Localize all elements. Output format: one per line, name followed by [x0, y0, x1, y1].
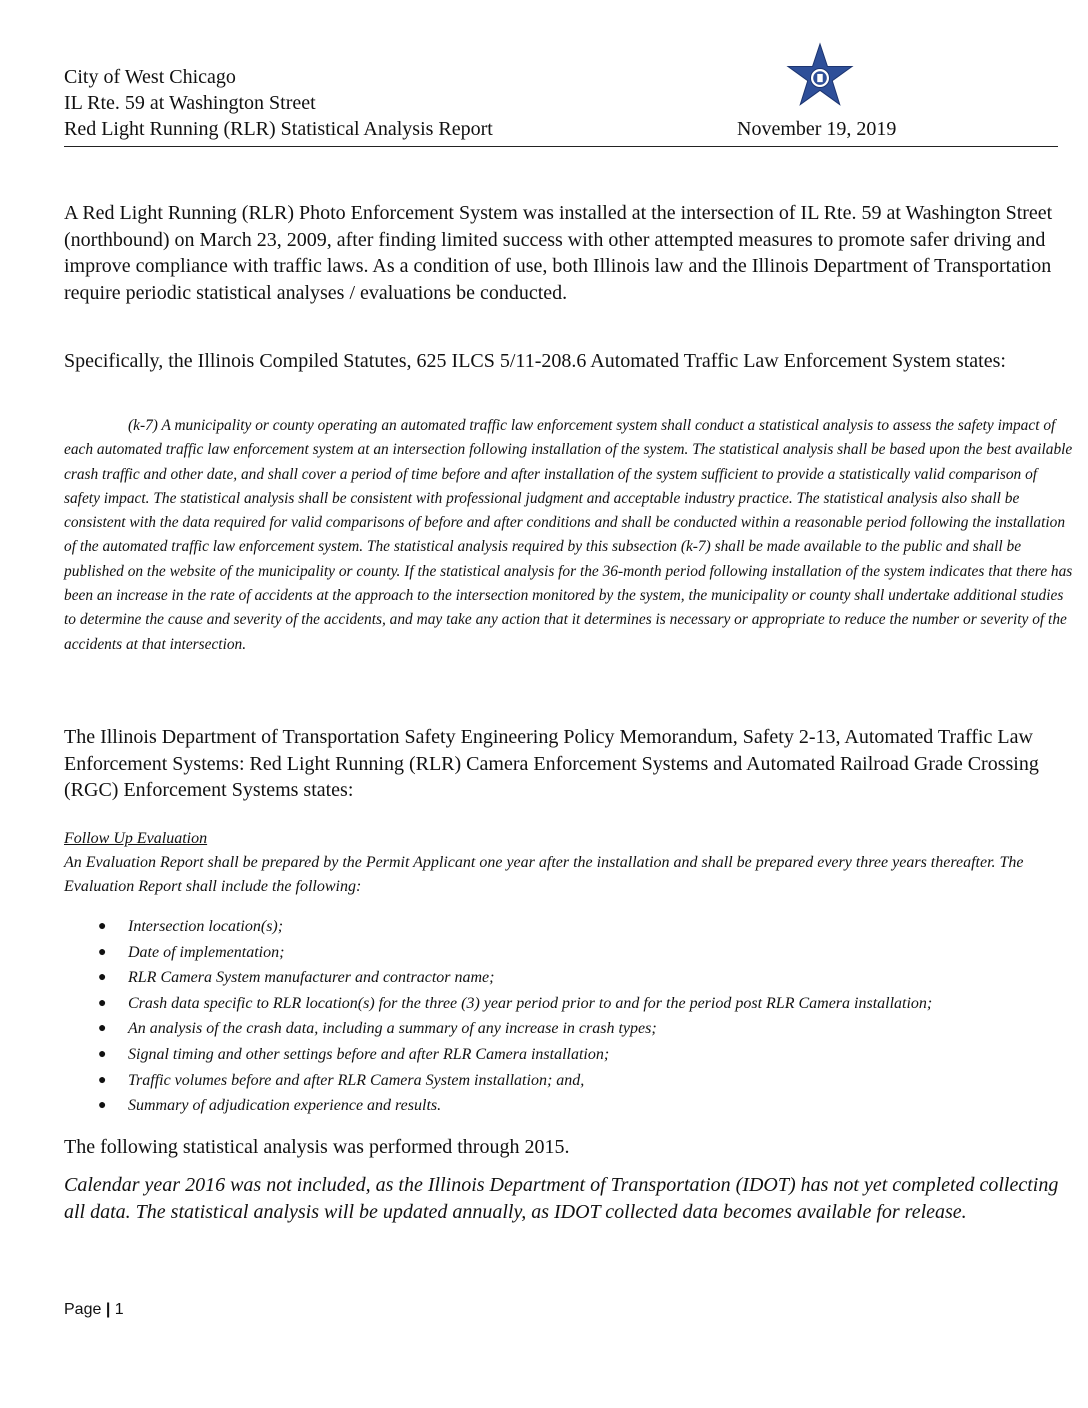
- bullet-icon: ●: [98, 919, 107, 934]
- list-item: ● Summary of adjudication experience and results.: [64, 1093, 1074, 1119]
- list-item: ● Signal timing and other settings before and after RLR Camera installation;: [64, 1042, 1074, 1068]
- page-number: 1: [114, 1301, 124, 1318]
- page-label: Page: [64, 1301, 102, 1318]
- list-item: ● RLR Camera System manufacturer and contractor name;: [64, 965, 1074, 991]
- bullet-icon: ●: [98, 1021, 107, 1037]
- intro-paragraph: A Red Light Running (RLR) Photo Enforcement System was installed at the intersection of IL Rte. 59 at Washington Street (northbound) on March 23, 2009, after finding limited success with other attempted measures to promote safer driving and improve compliance with traffic laws. As a condition of use, both Illinois law and the Illinois Department of Transportation require periodic statistical analyses / evaluations be conducted.: [64, 202, 1053, 304]
- header-date: November 19, 2019: [737, 118, 897, 140]
- bullet-icon: ●: [98, 995, 107, 1011]
- requirements-list: [64, 914, 1074, 1119]
- calendar-note: Calendar year 2016 was not included, as the Illinois Department of Transportation (IDOT) has not yet completed collecting all data. The statistical analysis will be updated annually, as IDOT collected data becomes available for release.: [64, 1174, 1059, 1223]
- list-item: ● Crash data specific to RLR location(s) for the three (3) year period prior to and for the period post RLR Camera installation;: [64, 991, 1074, 1017]
- statute-intro-paragraph: Specifically, the Illinois Compiled Statutes, 625 ILCS 5/11-208.6 Automated Traffic Law Enforcement System states:: [64, 350, 1006, 372]
- analysis-note: The following statistical analysis was performed through 2015.: [64, 1136, 570, 1158]
- bullet-icon: ●: [98, 944, 107, 960]
- header-divider: [64, 146, 1058, 147]
- list-item: ● Traffic volumes before and after RLR Camera System installation; and,: [64, 1068, 1074, 1094]
- followup-text: An Evaluation Report shall be prepared by the Permit Applicant one year after the installation and shall be prepared every three years thereafter. The Evaluation Report shall include the following:: [64, 854, 1024, 895]
- followup-heading: Follow Up Evaluation: [64, 830, 208, 847]
- idot-intro-paragraph: The Illinois Department of Transportation Safety Engineering Policy Memorandum, Safety 2-13, Automated Traffic Law Enforcement Systems: Red Light Running (RLR) Camera Enforcement Systems and Automated Railroad Grade Crossing (RGC) Enforcement Systems states:: [64, 726, 1039, 801]
- list-item: ● An analysis of the crash data, including a summary of any increase in crash types;: [64, 1016, 1074, 1042]
- header-city: City of West Chicago: [64, 66, 236, 88]
- bullet-icon: ●: [98, 970, 107, 986]
- report-header: [64, 64, 493, 142]
- bullet-icon: ●: [98, 1098, 107, 1114]
- bullet-icon: ●: [98, 1072, 107, 1088]
- header-location: IL Rte. 59 at Washington Street: [64, 92, 316, 114]
- statute-quote: [64, 414, 1074, 657]
- header-report-title: Red Light Running (RLR) Statistical Analysis Report: [64, 118, 493, 140]
- page-footer: [64, 1300, 124, 1320]
- bullet-icon: ●: [98, 1046, 107, 1062]
- list-item: ● Date of implementation;: [64, 940, 1074, 966]
- statute-quote-text: (k-7) A municipality or county operating an automated traffic law enforcement system shall conduct a statistical analysis to assess the safety impact of each automated traffic law enforcement system at an intersection following installation of the system. The statistical analysis shall be based upon the best available crash traffic and other date, and shall cover a period of time before and after installation of the system sufficient to provide a statistically valid comparison of safety impact. The statistical analysis shall be consistent with professional judgment and acceptable industry practice. The statistical analysis also shall be consistent with the data required for valid comparisons of before and after conditions and shall be conducted within a reasonable period following the installation of the automated traffic law enforcement system. The statistical analysis required by this subsection (k-7) shall be made available to the public and shall be published on the website of the municipality or county. If the statistical analysis for the 36-month period following installation of the system indicates that there has been an increase in the rate of accidents at the approach to the intersection monitored by the system, the municipality or county shall undertake additional studies to determine the cause and severity of the accidents, and may take any action that it determines is necessary or appropriate to reduce the number or severity of the accidents at that intersection.: [64, 417, 1073, 653]
- list-item: ● Intersection location(s);: [64, 914, 1074, 940]
- police-star-seal-icon: [786, 42, 854, 110]
- page-separator: |: [105, 1301, 111, 1318]
